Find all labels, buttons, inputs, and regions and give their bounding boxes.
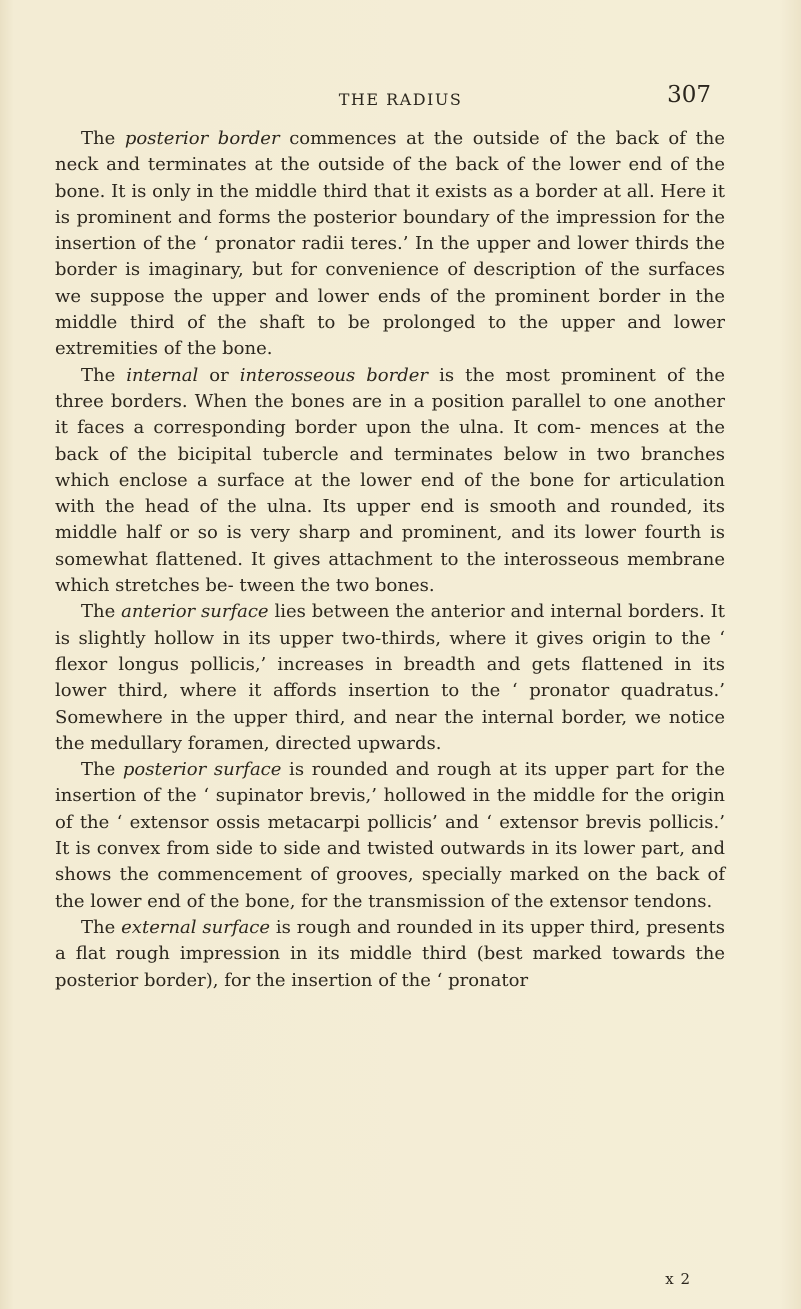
paragraph-lead: The (81, 128, 125, 149)
body-text (55, 126, 725, 994)
paragraph-text: is the most prominent of the three borders. When the bones are in a position parallel to one another it faces a corresponding border upon the ulna. It com- mences at the back of the bicipital tubercle and terminates below in two branches which enclose a surface at the lower end of the bone for articulation with the head of the ulna. Its upper end is smooth and rounded, its middle half or so is very sharp and prominent, and its lower fourth is somewhat flattened. It gives attachment to the interosseous membrane which stretches be- tween the two bones. (55, 364, 725, 597)
paragraph-external-surface (55, 915, 725, 994)
paragraph-text: is rounded and rough at its upper part for the insertion of the ‘ supinator brevis,’ hollowed in the middle for the origin of the ‘ extensor ossis metacarpi pollicis’ and ‘ extensor brevis pollicis.’ It is convex from side to side and twisted outwards in its lower part, and shows the commencement of grooves, specially marked on the back of the lower end of the bone, for the transmission of the extensor tendons. (55, 759, 725, 912)
paragraph-connector: or (198, 364, 240, 386)
term-posterior-border: posterior border (124, 128, 280, 149)
page-header (0, 82, 801, 114)
paragraph-lead: The (81, 759, 123, 781)
term-anterior-surface: anterior surface (121, 601, 269, 623)
page-number: 307 (667, 82, 711, 108)
paragraph-anterior-surface (55, 599, 725, 757)
paragraph-internal-border (55, 363, 725, 600)
signature-mark: x 2 (665, 1270, 691, 1288)
paragraph-text: is rough and rounded in its upper third, presents a flat rough impression in its middle third (best marked towards the posterior border), for the insertion of the ‘ pronator (55, 916, 725, 991)
term-internal: internal (126, 364, 199, 386)
paragraph-text: commences at the outside of the back of the neck and terminates at the outside of the back of the lower end of the bone. It is only in the middle third that it exists as a border at all. Here it is prominent and forms the posterior boundary of the impression for the insertion of the ‘ pronator radii teres.’ In the upper and lower thirds the border is imaginary, but for convenience of description of the surfaces we suppose the upper and lower ends of the prominent border in the middle third of the shaft to be prolonged to the upper and lower extremities of the bone. (55, 128, 725, 360)
running-title: THE RADIUS (338, 90, 463, 109)
paragraph-lead: The (81, 364, 127, 386)
paragraph-posterior-surface (55, 757, 725, 915)
paragraph-text: lies between the anterior and internal borders. It is slightly hollow in its upper two-thirds, where it gives origin to the ‘ flexor longus pollicis,’ increases in breadth and gets flattened in its lower third, where it affords insertion to the ‘ pronator quadratus.’ Somewhere in the upper third, and near the internal border, we notice the medullary foramen, directed upwards. (55, 601, 725, 754)
paragraph-lead: The (81, 601, 122, 623)
term-posterior-surface: posterior surface (122, 759, 282, 781)
paragraph-posterior-border (55, 126, 725, 363)
term-external-surface: external surface (121, 916, 270, 938)
paragraph-lead: The (81, 916, 122, 938)
term-interosseous-border: interosseous border (239, 364, 429, 386)
